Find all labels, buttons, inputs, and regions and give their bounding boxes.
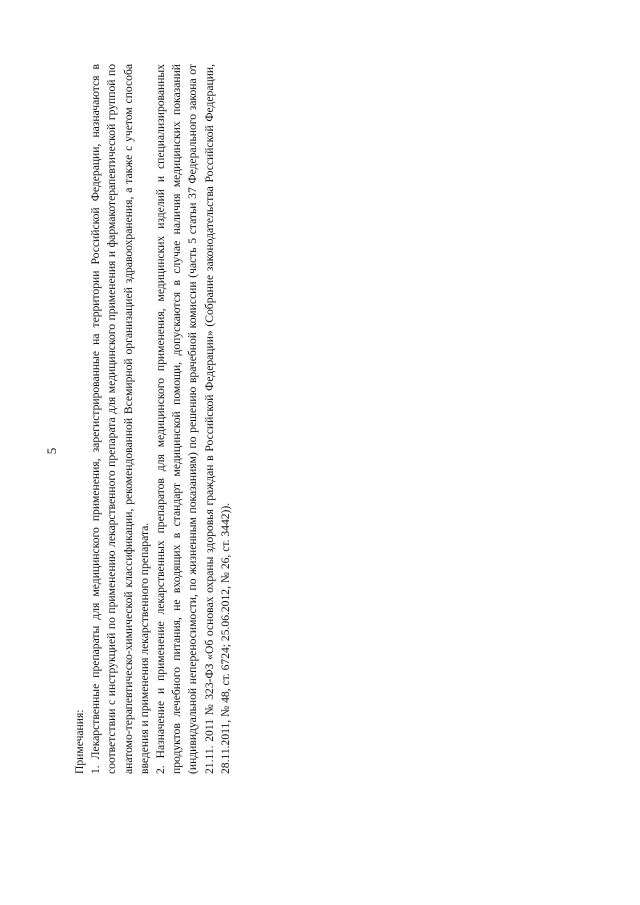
notes-section <box>72 64 234 774</box>
notes-title: Примечания: <box>73 709 86 774</box>
note-1: 1. Лекарственные препараты для медицинского применения, зарегистрированные на территории Российской Федерации, назначаются в соответствии с инструкцией по применению лекарственного препарата для медицинского применения и фармакотерапевтической группой по анатомо-терапевтическо-химической классификации, рекомендованной Всемирной организацией здравоохранения, а также с учетом способа введения и применения лекарственного препарата. <box>89 64 151 774</box>
note-2: 2. Назначение и применение лекарственных препаратов для медицинского применения, медицинских изделий и специализированных продуктов лечебного питания, не входящих в стандарт медицинской помощи, допускаются в случае наличия медицинских показаний (индивидуальной непереносимости, по жизненным показаниям) по решению врачебной комиссии (часть 5 статьи 37 Федерального закона от 21.11. 2011 № 323-ФЗ «Об основах охраны здоровья граждан в Российской Федерации» (Собрание законодательства Российской Федерации, 28.11.2011, № 48, ст. 6724; 25.06.2012, № 26, ст. 3442)). <box>154 64 232 774</box>
page-number: 5 <box>44 447 59 455</box>
